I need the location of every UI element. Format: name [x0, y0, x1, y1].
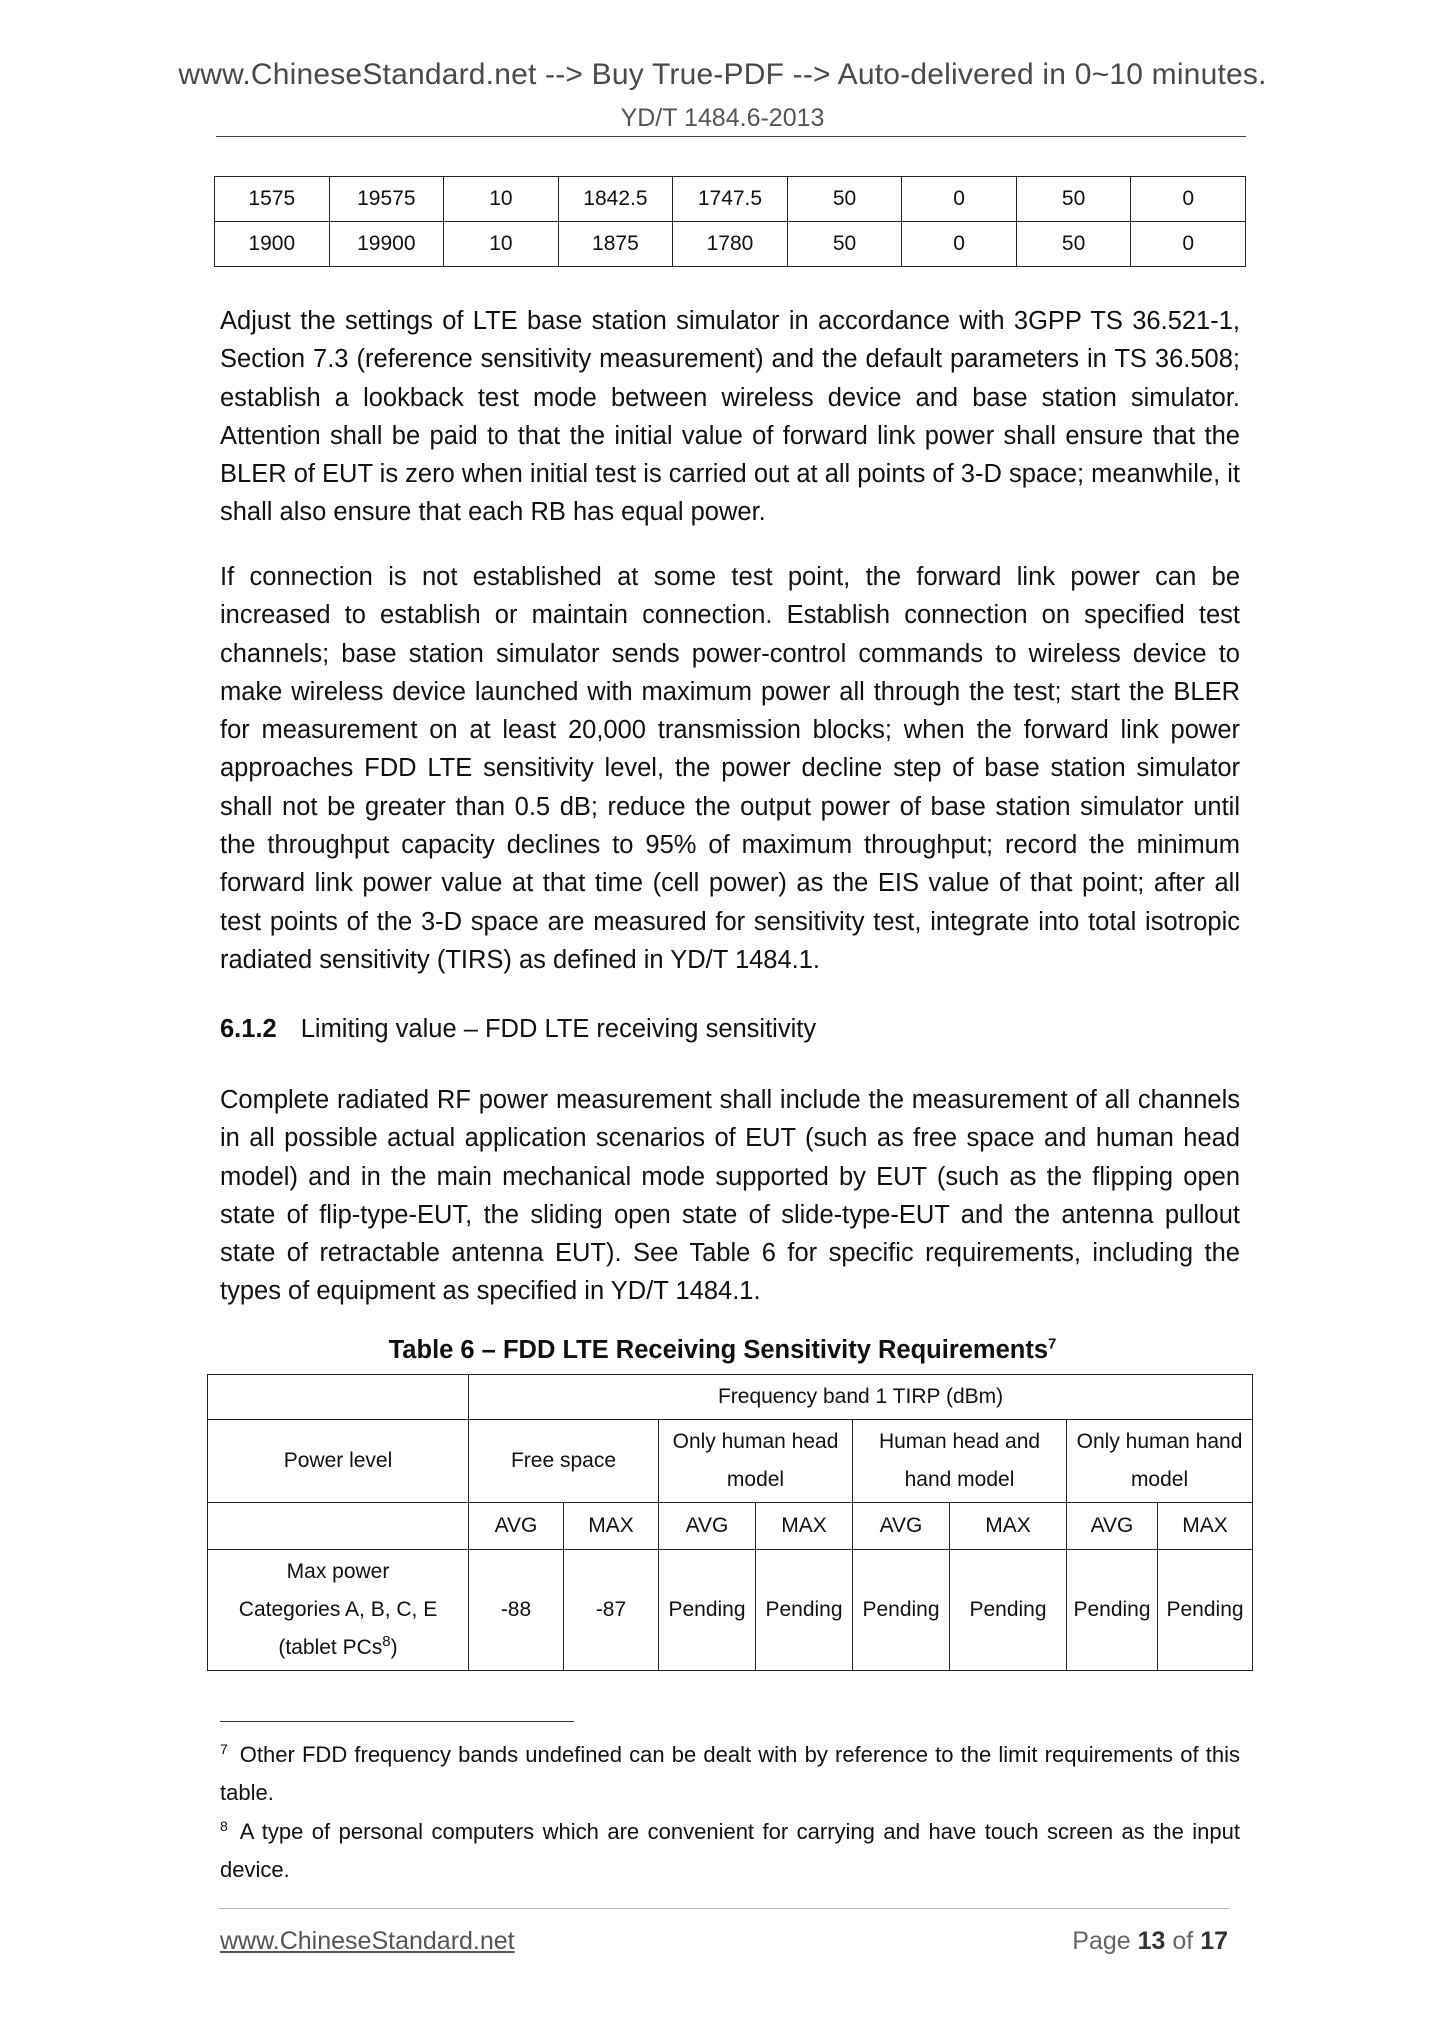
header-divider	[216, 136, 1246, 137]
sub-header-max: MAX	[756, 1503, 853, 1550]
table-caption-text: Table 6 – FDD LTE Receiving Sensitivity Requirements	[388, 1336, 1049, 1364]
table-cell: 0	[902, 222, 1017, 267]
table-cell: 10	[444, 222, 559, 267]
sub-header-max: MAX	[1158, 1503, 1253, 1550]
footnote-number: 7	[220, 1740, 228, 1757]
table-row	[215, 222, 1246, 267]
frequency-table	[214, 176, 1246, 267]
sub-header-avg: AVG	[469, 1503, 564, 1550]
footnote-number: 8	[220, 1817, 228, 1834]
row-label	[208, 1550, 469, 1671]
footnote-divider	[220, 1721, 574, 1722]
value-cell: Pending	[659, 1550, 756, 1671]
paragraph-simulator-settings: Adjust the settings of LTE base station simulator in accordance with 3GPP TS 36.521-1, Section 7.3 (reference sensitivity measurement) and the default parameters in TS 36.508; establish a lookback test mode between wireless device and base station simulator. Attention shall be paid to that the initial value of forward link power shall ensure that the BLER of EUT is zero when initial test is carried out at all points of 3-D space; meanwhile, it shall also ensure that each RB has equal power.	[220, 307, 1240, 527]
table-cell: 50	[1016, 222, 1131, 267]
section-heading	[220, 1010, 816, 1048]
row-label-text: )	[390, 1636, 398, 1659]
row-label-line: Max power	[286, 1560, 390, 1583]
table-row	[208, 1550, 1253, 1671]
section-title: Limiting value – FDD LTE receiving sensitivity	[300, 1015, 817, 1043]
sub-header-avg: AVG	[853, 1503, 950, 1550]
table-cell: 19575	[329, 177, 444, 222]
value-cell: Pending	[1158, 1550, 1253, 1671]
sub-header-max: MAX	[564, 1503, 659, 1550]
sub-header-avg: AVG	[1067, 1503, 1158, 1550]
table-cell: 0	[1131, 222, 1246, 267]
sensitivity-requirements-table	[207, 1374, 1253, 1671]
scenario-header: Only human head model	[659, 1420, 853, 1503]
value-cell: -88	[469, 1550, 564, 1671]
table-cell: 50	[787, 222, 902, 267]
table-cell: 1575	[215, 177, 330, 222]
table-cell: 0	[1131, 177, 1246, 222]
page-total: 17	[1200, 1927, 1228, 1955]
footnote-text: Other FDD frequency bands undefined can be dealt with by reference to the limit requirements of this table.	[220, 1742, 1240, 1805]
value-cell: Pending	[950, 1550, 1067, 1671]
paragraph-connection-procedure: If connection is not established at some test point, the forward link power can be increased to establish or maintain connection. Establish connection on specified test channels; base station simulator sends power-control commands to wireless device to make wireless device launched with maximum power all through the test; start the BLER for measurement on at least 20,000 transmission blocks; when the forward link power approaches FDD LTE sensitivity level, the power decline step of base station simulator shall not be greater than 0.5 dB; reduce the output power of base station simulator until the throughput capacity declines to 95% of maximum throughput; record the minimum forward link power value at that time (cell power) as the EIS value of that point; after all test points of the 3-D space are measured for sensitivity test, integrate into total isotropic radiated sensitivity (TIRS) as defined in YD/T 1484.1.	[220, 563, 1240, 974]
table-row	[208, 1420, 1253, 1503]
band-header: Frequency band 1 TIRP (dBm)	[469, 1375, 1253, 1420]
footer-divider	[218, 1908, 1230, 1909]
row-label-line: Categories A, B, C, E	[238, 1598, 438, 1621]
page-of: of	[1172, 1927, 1194, 1955]
value-cell: Pending	[853, 1550, 950, 1671]
row-label-text: (tablet PCs	[278, 1636, 383, 1659]
page-indicator	[1072, 1927, 1228, 1956]
power-level-header: Power level	[208, 1420, 469, 1503]
table-cell: 1747.5	[673, 177, 788, 222]
table-cell: 1900	[215, 222, 330, 267]
table-row	[208, 1503, 1253, 1550]
value-cell: -87	[564, 1550, 659, 1671]
table-cell: 1842.5	[558, 177, 673, 222]
page-current: 13	[1137, 1927, 1166, 1955]
footnote-8	[220, 1813, 1240, 1889]
table-cell	[208, 1503, 469, 1550]
paragraph-measurement-scope: Complete radiated RF power measurement shall include the measurement of all channels in all possible actual application scenarios of EUT (such as free space and human head model) and in the main mechanical mode supported by EUT (such as the flipping open state of flip-type-EUT, the sliding open state of slide-type-EUT and the antenna pullout state of retractable antenna EUT). See Table 6 for specific requirements, including the types of equipment as specified in YD/T 1484.1.	[220, 1086, 1240, 1306]
table-row	[208, 1375, 1253, 1420]
table-cell: 0	[902, 177, 1017, 222]
section-number: 6.1.2	[220, 1015, 277, 1043]
sub-header-max: MAX	[950, 1503, 1067, 1550]
scenario-header: Human head and hand model	[853, 1420, 1067, 1503]
table-caption	[0, 1336, 1445, 1365]
scenario-header: Free space	[469, 1420, 659, 1503]
row-label-line	[208, 1629, 468, 1667]
page-prefix: Page	[1072, 1927, 1131, 1955]
table-cell: 50	[1016, 177, 1131, 222]
footnote-text: A type of personal computers which are convenient for carrying and have touch screen as the input device.	[220, 1819, 1240, 1882]
footnote-7	[220, 1736, 1240, 1812]
footer-website-link[interactable]: www.ChineseStandard.net	[220, 1927, 515, 1955]
table-cell	[208, 1375, 469, 1420]
table-cell: 19900	[329, 222, 444, 267]
sub-header-avg: AVG	[659, 1503, 756, 1550]
table-cell: 1875	[558, 222, 673, 267]
scenario-header: Only human hand model	[1067, 1420, 1253, 1503]
table-row	[215, 177, 1246, 222]
table-cell: 1780	[673, 222, 788, 267]
value-cell: Pending	[756, 1550, 853, 1671]
table-cell: 50	[787, 177, 902, 222]
table-cell: 10	[444, 177, 559, 222]
value-cell: Pending	[1067, 1550, 1158, 1671]
footnote-ref-8: 8	[382, 1633, 391, 1650]
footnote-ref-7: 7	[1048, 1335, 1057, 1353]
standard-code: YD/T 1484.6-2013	[620, 104, 825, 132]
page-header-banner: www.ChineseStandard.net --> Buy True-PDF --> Auto-delivered in 0~10 minutes.	[178, 58, 1267, 91]
